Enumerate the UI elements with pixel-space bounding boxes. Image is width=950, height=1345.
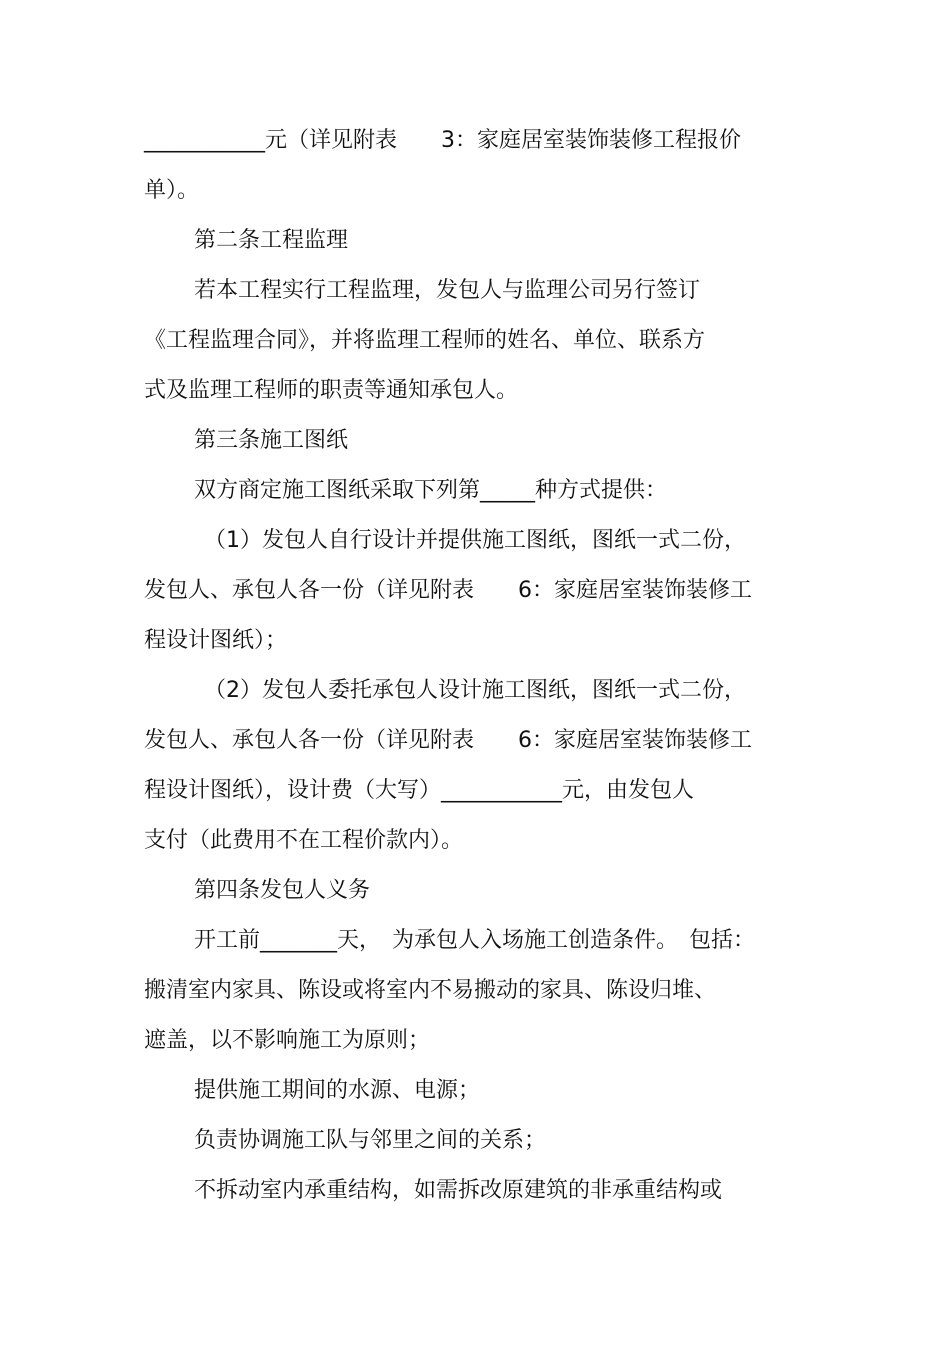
text-line-11: 程设计图纸）； bbox=[144, 628, 288, 653]
text-line-18: 搬清室内家具、陈设或将室内不易搬动的家具、陈设归堆、 bbox=[144, 978, 717, 1003]
text-line-17: 开工前_______天， 为承包人入场施工创造条件。 包括： bbox=[194, 928, 756, 953]
section-heading-3: 第三条施工图纸 bbox=[194, 428, 349, 453]
section-heading-2: 第二条工程监理 bbox=[194, 228, 349, 253]
text-line-2: 单）。 bbox=[144, 178, 200, 203]
text-line-10: 发包人、承包人各一份（详见附表 6：家庭居室装饰装修工 bbox=[144, 578, 752, 603]
text-line-5: 《工程监理合同》，并将监理工程师的姓名、单位、联系方 bbox=[144, 328, 706, 353]
text-line-20: 提供施工期间的水源、电源； bbox=[194, 1078, 481, 1103]
text-line-13: 发包人、承包人各一份（详见附表 6：家庭居室装饰装修工 bbox=[144, 728, 752, 753]
text-line-6: 式及监理工程师的职责等通知承包人。 bbox=[144, 378, 519, 403]
text-line-9: （1）发包人自行设计并提供施工图纸，图纸一式二份， bbox=[204, 528, 746, 553]
section-heading-4: 第四条发包人义务 bbox=[194, 878, 371, 903]
text-line-19: 遮盖，以不影响施工为原则； bbox=[144, 1028, 431, 1053]
text-line-21: 负责协调施工队与邻里之间的关系； bbox=[194, 1128, 547, 1153]
text-line-12: （2）发包人委托承包人设计施工图纸，图纸一式二份， bbox=[204, 678, 746, 703]
text-line-15: 支付（此费用不在工程价款内）。 bbox=[144, 828, 464, 853]
text-line-22: 不拆动室内承重结构，如需拆改原建筑的非承重结构或 bbox=[194, 1178, 723, 1203]
text-line-8: 双方商定施工图纸采取下列第_____种方式提供： bbox=[194, 478, 668, 503]
text-line-4: 若本工程实行工程监理，发包人与监理公司另行签订 bbox=[194, 278, 701, 303]
text-line-1: ___________元（详见附表 3：家庭居室装饰装修工程报价 bbox=[144, 128, 741, 153]
text-line-14: 程设计图纸），设计费（大写）___________元，由发包人 bbox=[144, 778, 695, 803]
